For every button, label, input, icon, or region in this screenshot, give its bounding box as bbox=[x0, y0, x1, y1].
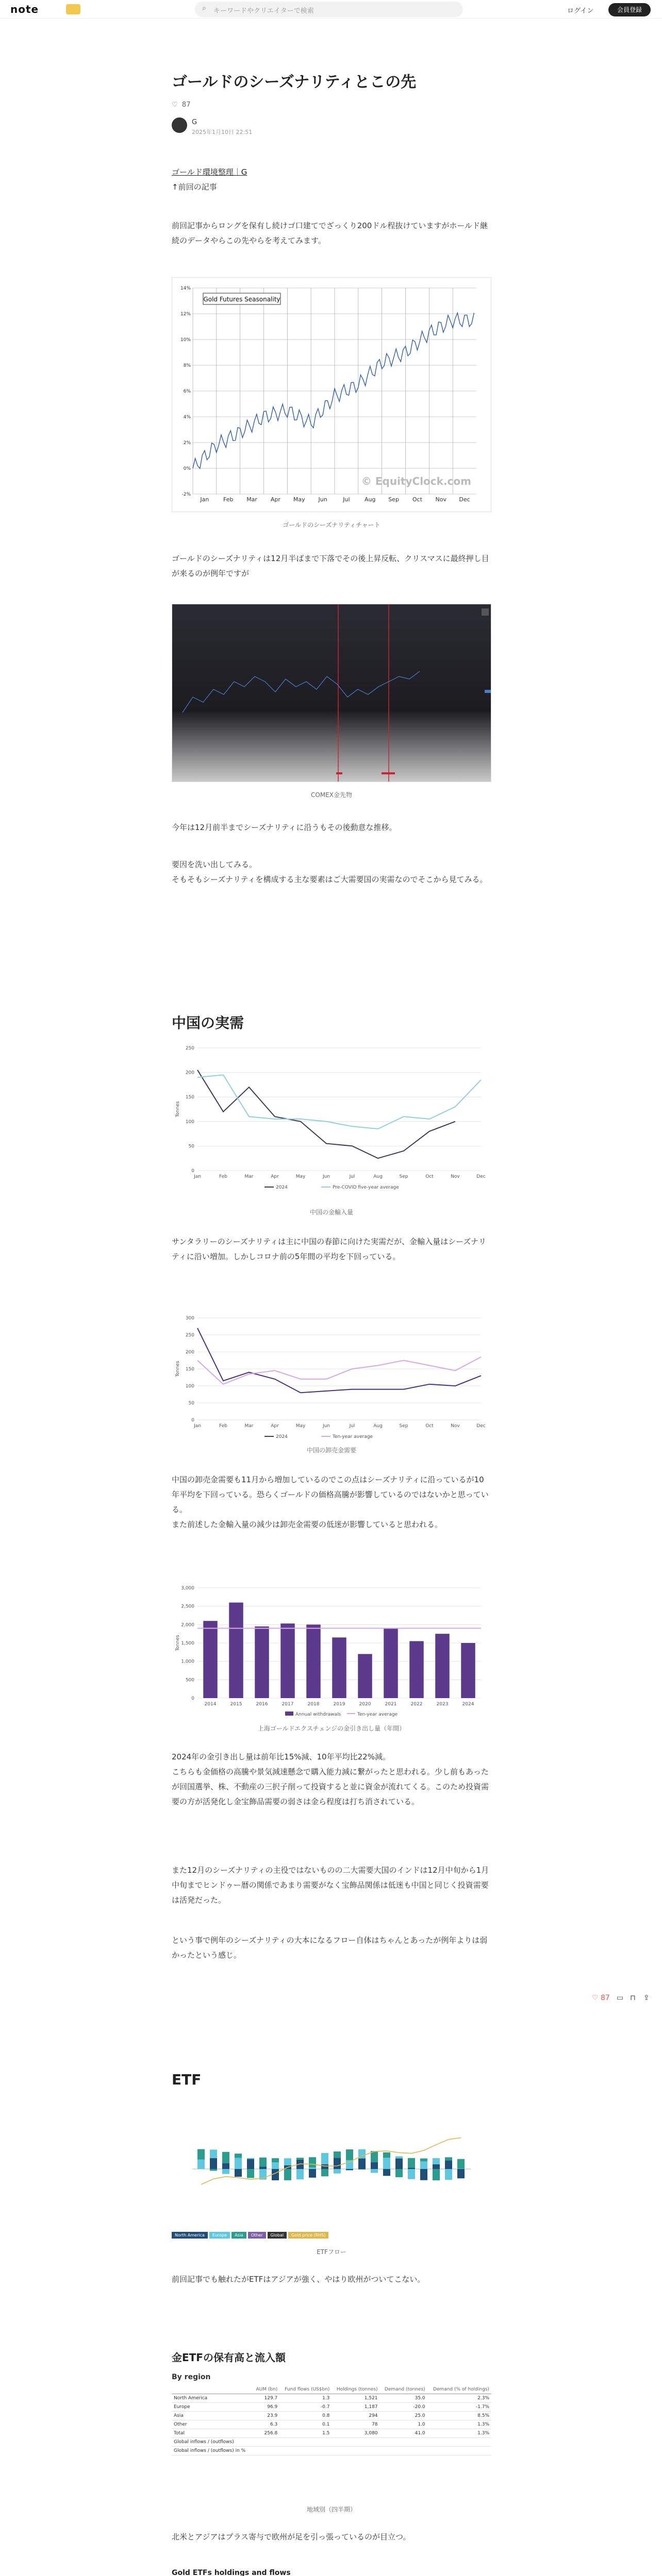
y-tick-label: 1,000 bbox=[181, 1659, 194, 1665]
etf-bar bbox=[259, 2166, 267, 2169]
x-tick-label: Apr bbox=[271, 1423, 279, 1429]
y-tick-label: 10% bbox=[180, 337, 191, 343]
x-tick-label: 2022 bbox=[410, 1702, 423, 1707]
china-wholesale-chart[interactable] bbox=[172, 1312, 491, 1446]
table-cell: 1,521 bbox=[332, 2394, 379, 2403]
table-cell: 3,080 bbox=[332, 2429, 379, 2438]
table-cell: 78 bbox=[332, 2420, 379, 2429]
x-tick-label: 2014 bbox=[204, 1702, 217, 1707]
note-logo[interactable]: note bbox=[10, 3, 39, 15]
x-tick-label: Feb bbox=[223, 496, 234, 503]
table-cell: 1.3 bbox=[279, 2394, 332, 2403]
table-row bbox=[172, 2420, 491, 2429]
y-tick-label: 2% bbox=[183, 440, 191, 446]
bar bbox=[409, 1641, 424, 1698]
prev-article-label: ↑前回の記事 bbox=[172, 182, 217, 192]
y-axis-label: Tonnes bbox=[175, 1101, 180, 1117]
table-cell: -20.0 bbox=[380, 2403, 427, 2412]
like-count: 87 bbox=[181, 101, 191, 109]
heart-icon[interactable]: ♡ bbox=[172, 101, 178, 109]
y-tick-label: 12% bbox=[180, 312, 191, 317]
x-tick-label: 2023 bbox=[436, 1702, 449, 1707]
table-row bbox=[172, 2403, 491, 2412]
etf-bar bbox=[383, 2158, 390, 2169]
table-row bbox=[172, 2438, 491, 2447]
etf-bar bbox=[272, 2162, 279, 2169]
table-cell: Global inflows / (outflows) bbox=[172, 2438, 252, 2447]
y-tick-label: 2,000 bbox=[181, 1622, 194, 1628]
paragraph-wholesale-a: 中国の卸売金需要も11月から増加しているのでこの点はシーズナリティに沿っているが10年平均を下回っている。恐らくゴールドの価格高騰が影響しているのではないかと思っている。 bbox=[172, 1475, 489, 1514]
paragraph-factors-b: そもそもシーズナリティを構成する主な要素はご大需要国の実需なのでそこから見てみる。 bbox=[172, 875, 488, 884]
x-tick-label: Aug bbox=[373, 1423, 383, 1429]
x-tick-label: Oct bbox=[412, 496, 422, 503]
table-cell: 1.0 bbox=[380, 2420, 427, 2429]
y-tick-label: 0 bbox=[191, 1168, 194, 1174]
etf-bar bbox=[235, 2169, 242, 2177]
table-cell: Asia bbox=[172, 2412, 252, 2420]
seasonality-line bbox=[193, 313, 474, 468]
y-tick-label: 250 bbox=[185, 1333, 194, 1338]
table-row bbox=[172, 2412, 491, 2420]
login-link[interactable]: ログイン bbox=[567, 7, 594, 15]
bar bbox=[332, 1637, 346, 1698]
table-cell bbox=[427, 2438, 491, 2447]
etf-bar bbox=[457, 2159, 465, 2169]
paragraph-wholesale bbox=[172, 1472, 491, 1532]
table-cell: 23.9 bbox=[252, 2412, 279, 2420]
table-cell: 0.1 bbox=[279, 2420, 332, 2429]
etf-bar bbox=[309, 2157, 316, 2167]
bookmark-icon[interactable]: ⊓ bbox=[630, 1994, 636, 2002]
legend-label: Ten-year average bbox=[333, 1434, 373, 1439]
seasonality-chart[interactable] bbox=[172, 277, 491, 512]
table-cell: Other bbox=[172, 2420, 252, 2429]
bar bbox=[435, 1634, 450, 1698]
y-tick-label: 300 bbox=[185, 1316, 194, 1321]
x-tick-label: 2021 bbox=[385, 1702, 397, 1707]
x-tick-label: Jul bbox=[349, 1423, 355, 1429]
table-cell: 41.0 bbox=[380, 2429, 427, 2438]
paragraph-factors-a: 要因を洗い出してみる。 bbox=[172, 860, 257, 869]
chart-toggle-icon bbox=[482, 608, 489, 616]
x-tick-label: Sep bbox=[399, 1174, 408, 1179]
x-tick-label: Jul bbox=[343, 496, 350, 503]
y-tick-label: 50 bbox=[188, 1401, 194, 1406]
etf-bar bbox=[408, 2168, 415, 2169]
y-tick-label: 1,500 bbox=[181, 1641, 194, 1646]
caption-comex: COMEX金先物 bbox=[311, 791, 352, 799]
etf-bar bbox=[259, 2158, 267, 2167]
search-placeholder: キーワードやクリエイターで検索 bbox=[213, 7, 314, 15]
table-cell bbox=[332, 2447, 379, 2455]
etf-bar bbox=[395, 2159, 403, 2169]
x-tick-label: Dec bbox=[459, 496, 470, 503]
x-tick-label: Jun bbox=[322, 1174, 330, 1179]
table-cell: 96.9 bbox=[252, 2403, 279, 2412]
etf-bar bbox=[445, 2169, 452, 2180]
etf-bar bbox=[210, 2158, 217, 2169]
etf-flow-chart-svg bbox=[172, 2107, 491, 2226]
etf-bar bbox=[197, 2149, 205, 2159]
x-tick-label: Mar bbox=[246, 496, 257, 503]
seasonality-chart-svg bbox=[172, 278, 491, 512]
etf-bar bbox=[457, 2168, 465, 2169]
y-tick-label: 200 bbox=[185, 1350, 194, 1355]
bar bbox=[280, 1623, 295, 1698]
etf-bar bbox=[247, 2159, 254, 2169]
etf-bar bbox=[408, 2169, 415, 2179]
paragraph-2024-a: 2024年の金引き出し量は前年比15%減、10年平均比22%減。 bbox=[172, 1752, 390, 1761]
paragraph-wholesale-b: また前述した金輸入量の減少は卸売金需要の低迷が影響していると思われる。 bbox=[172, 1520, 443, 1529]
comment-icon[interactable]: ▭ bbox=[617, 1994, 624, 2002]
x-tick-label: Nov bbox=[451, 1423, 460, 1429]
etf-bar bbox=[395, 2156, 403, 2158]
caption-seasonality: ゴールドのシーズナリティチャート bbox=[283, 521, 380, 529]
bar bbox=[306, 1624, 321, 1698]
chart-title: Gold Futures Seasonality bbox=[203, 296, 280, 303]
top-bar bbox=[0, 0, 662, 19]
quarterly-table-title: By region bbox=[172, 2373, 211, 2381]
x-tick-label: Oct bbox=[425, 1174, 434, 1179]
table-cell: 256.8 bbox=[252, 2429, 279, 2438]
y-tick-label: 50 bbox=[188, 1144, 194, 1149]
table-cell: 1.5 bbox=[279, 2429, 332, 2438]
paragraph-seasonality: ゴールドのシーズナリティは12月半ばまで下落でその後上昇反転、クリスマスに最終押し目が来るのが例年ですが bbox=[172, 554, 489, 578]
legend-label: Pre-COVID five-year average bbox=[333, 1185, 399, 1190]
caption-sge: 上海ゴールドエクスチェンジの金引き出し量（年間） bbox=[257, 1725, 406, 1732]
etf-bar bbox=[247, 2169, 254, 2178]
etf-bar bbox=[445, 2157, 452, 2160]
legend-label: Ten-year average bbox=[357, 1712, 398, 1717]
table-cell bbox=[252, 2447, 279, 2455]
caption-quarterly: 地域別（四半期） bbox=[306, 2506, 356, 2513]
etf-legend-item[interactable]: Asia bbox=[231, 2232, 246, 2239]
table-cell: Total bbox=[172, 2429, 252, 2438]
series-line-0 bbox=[197, 1328, 481, 1393]
etf-bar bbox=[334, 2151, 341, 2158]
x-tick-label: May bbox=[293, 496, 305, 503]
heading-holdings: 金ETFの保有高と流入額 bbox=[172, 2351, 286, 2364]
caption-china-imports: 中国の金輸入量 bbox=[309, 1209, 353, 1216]
etf-legend-item[interactable]: Global bbox=[268, 2232, 287, 2239]
etf-bar bbox=[284, 2169, 291, 2180]
china-imports-chart[interactable] bbox=[172, 1042, 491, 1196]
legend-label: 2024 bbox=[276, 1185, 288, 1190]
x-tick-label: Jul bbox=[349, 1174, 355, 1179]
x-tick-label: May bbox=[295, 1174, 306, 1179]
share-icon[interactable]: ⇪ bbox=[643, 1994, 650, 2002]
x-tick-label: Jan bbox=[200, 496, 209, 503]
etf-legend-item[interactable]: North America bbox=[172, 2232, 208, 2239]
x-tick-label: Sep bbox=[399, 1423, 408, 1429]
etf-bar bbox=[235, 2158, 242, 2169]
y-tick-label: -2% bbox=[181, 492, 191, 497]
table-header: Demand (% of holdings) bbox=[427, 2385, 491, 2394]
paragraph-2024 bbox=[172, 1750, 491, 1809]
etf-bar bbox=[433, 2164, 440, 2169]
table-header bbox=[172, 2385, 252, 2394]
table-row bbox=[172, 2447, 491, 2455]
x-tick-label: 2020 bbox=[359, 1702, 371, 1707]
x-tick-label: 2016 bbox=[256, 1702, 268, 1707]
table-cell: Global inflows / (outflows) in % bbox=[172, 2447, 252, 2455]
heading-etf: ETF bbox=[172, 2071, 202, 2088]
etf-bar bbox=[334, 2158, 341, 2169]
x-tick-label: Apr bbox=[270, 496, 280, 503]
paragraph-regions: 北米とアジアはプラス寄与で欧州が足を引っ張っているのが目立つ。 bbox=[172, 2532, 411, 2541]
etf-bar bbox=[321, 2169, 328, 2176]
table-cell bbox=[252, 2438, 279, 2447]
y-tick-label: 3,000 bbox=[181, 1586, 194, 1591]
table-cell bbox=[279, 2438, 332, 2447]
paragraph-china-imports: サンタラリーのシーズナリティは主に中国の春節に向けた実需だが、金輸入量はシーズナリティに沿い増加。しかしコロナ前の5年間の平均を下回っている。 bbox=[172, 1237, 487, 1261]
paragraph-this-year: 今年は12月前半までシーズナリティに沿うもその後動意な推移。 bbox=[172, 823, 397, 832]
table-cell bbox=[380, 2447, 427, 2455]
paragraph-etf: 前回記事でも触れたがETFはアジアが強く、やはり欧州がついてこない。 bbox=[172, 2275, 425, 2284]
y-tick-label: 100 bbox=[185, 1384, 194, 1389]
etf-bar bbox=[296, 2169, 304, 2179]
series-line-0 bbox=[197, 1070, 455, 1158]
table-cell: 6.3 bbox=[252, 2420, 279, 2429]
etf-bar bbox=[433, 2169, 440, 2180]
y-tick-label: 100 bbox=[185, 1119, 194, 1125]
table-cell bbox=[380, 2438, 427, 2447]
table-header: Demand (tonnes) bbox=[380, 2385, 427, 2394]
logo-badge-icon bbox=[66, 4, 80, 14]
x-tick-label: Jan bbox=[194, 1174, 201, 1179]
x-tick-label: Nov bbox=[451, 1174, 460, 1179]
sge-withdrawals-chart[interactable] bbox=[172, 1582, 491, 1724]
etf-bar bbox=[321, 2164, 328, 2169]
table-header: AUM (bn) bbox=[252, 2385, 279, 2394]
table-cell: 0.8 bbox=[279, 2412, 332, 2420]
table-cell: North America bbox=[172, 2394, 252, 2403]
y-tick-label: 250 bbox=[185, 1046, 194, 1051]
y-tick-label: 8% bbox=[183, 363, 191, 368]
table-cell: Europe bbox=[172, 2403, 252, 2412]
etf-bar bbox=[358, 2169, 366, 2170]
bar bbox=[358, 1654, 372, 1698]
etf-bar bbox=[321, 2153, 328, 2164]
y-tick-label: 4% bbox=[183, 415, 191, 420]
table-cell: 8.5% bbox=[427, 2412, 491, 2420]
table-cell: 294 bbox=[332, 2412, 379, 2420]
paragraph-india: また12月のシーズナリティの主役ではないものの二大需要大国のインドは12月中旬から1月中旬までヒンドゥー暦の関係であまり需要がなく宝飾品関係は低迷も中国と同じく投資需要は活発だった。 bbox=[172, 1866, 489, 1905]
y-tick-label: 200 bbox=[185, 1070, 194, 1076]
paragraph-2024-b: こちらも金価格の高騰や景気減速懸念で購入能力減に繋がったと思われる。少し前もあったが回国選挙、株、不動産の三択子削って投資すると並に資金が流れてくる。このため投資需要の方が活発化し金宝飾品需要の弱さは金ら程度は打ち消されている。 bbox=[172, 1767, 489, 1806]
y-tick-label: 0 bbox=[191, 1696, 194, 1701]
etf-bar bbox=[210, 2169, 217, 2171]
bar bbox=[229, 1603, 243, 1698]
y-tick-label: 0 bbox=[191, 1418, 194, 1423]
x-tick-label: Apr bbox=[271, 1174, 279, 1179]
etf-bar bbox=[210, 2149, 217, 2158]
x-tick-label: Feb bbox=[219, 1423, 227, 1429]
table-cell: 2.3% bbox=[427, 2394, 491, 2403]
x-tick-label: Oct bbox=[425, 1423, 434, 1429]
paragraph-summary: という事で例年のシーズナリティの大本になるフロー自体はちゃんとあったが例年よりは弱かったという感じ。 bbox=[172, 1936, 488, 1960]
etf-bar bbox=[358, 2159, 366, 2169]
table-cell: 1.3% bbox=[427, 2420, 491, 2429]
table-cell bbox=[332, 2438, 379, 2447]
caption-etf: ETFフロー bbox=[317, 2248, 346, 2256]
table-row bbox=[172, 2394, 491, 2403]
intro-paragraph: 前回記事からロングを保有し続けゴ口建てでざっくり200ドル程抜けていますがホールド継続のデータやらこの先やらを考えてみます。 bbox=[172, 221, 488, 245]
etf-bar bbox=[346, 2169, 353, 2170]
caption-china-wholesale: 中国の卸売金需要 bbox=[306, 1447, 356, 1454]
x-tick-label: Aug bbox=[365, 496, 376, 503]
etf-bar bbox=[235, 2154, 242, 2158]
publish-date: 2025年1月10日 22:51 bbox=[192, 129, 253, 135]
y-tick-label: 150 bbox=[185, 1367, 194, 1372]
china-wholesale-chart-svg bbox=[172, 1312, 491, 1446]
etf-bar bbox=[272, 2158, 279, 2162]
sge-withdrawals-chart-svg bbox=[172, 1582, 491, 1724]
quarterly-table bbox=[172, 2385, 491, 2455]
y-tick-label: 2,500 bbox=[181, 1604, 194, 1609]
table-cell: -0.7 bbox=[279, 2403, 332, 2412]
etf-bar bbox=[457, 2169, 465, 2178]
x-tick-label: Sep bbox=[388, 496, 399, 503]
table-row bbox=[172, 2429, 491, 2438]
etf-bar bbox=[445, 2160, 452, 2169]
series-line-1 bbox=[197, 1357, 481, 1384]
etf-bar bbox=[222, 2169, 229, 2174]
etf-bar bbox=[247, 2158, 254, 2159]
bar bbox=[461, 1643, 475, 1698]
prev-article-link-block bbox=[172, 165, 491, 195]
etf-bar bbox=[371, 2169, 378, 2173]
etf-bar bbox=[309, 2167, 316, 2169]
table-cell: 1,187 bbox=[332, 2403, 379, 2412]
etf-legend-item[interactable]: Other bbox=[248, 2232, 266, 2239]
floating-like-count: 87 bbox=[601, 1994, 610, 2002]
signup-button[interactable]: 会員登録 bbox=[608, 3, 651, 16]
table-header: Holdings (tonnes) bbox=[332, 2385, 379, 2394]
search-icon: ⌕ bbox=[202, 4, 206, 12]
x-tick-label: Jun bbox=[322, 1423, 330, 1429]
heading-china: 中国の実需 bbox=[172, 1014, 244, 1031]
y-tick-label: 14% bbox=[180, 286, 191, 291]
x-tick-label: 2015 bbox=[230, 1702, 242, 1707]
x-tick-label: Mar bbox=[244, 1174, 254, 1179]
bar bbox=[255, 1626, 269, 1698]
table-cell: 35.0 bbox=[380, 2394, 427, 2403]
etf-bar bbox=[197, 2159, 205, 2169]
x-tick-label: Mar bbox=[244, 1423, 254, 1429]
watermark: © EquityClock.com bbox=[361, 475, 471, 487]
etf-bar bbox=[408, 2158, 415, 2168]
etf-bar bbox=[383, 2169, 390, 2176]
legend-swatch bbox=[285, 1711, 293, 1716]
etf-bar bbox=[371, 2162, 378, 2169]
etf-bar bbox=[284, 2158, 291, 2165]
prev-article-link[interactable]: ゴールド環境整理｜G bbox=[172, 167, 247, 177]
etf-legend-item[interactable]: Gold price (RHS) bbox=[288, 2232, 328, 2239]
etf-legend-item[interactable]: Europe bbox=[209, 2232, 230, 2239]
x-tick-label: Dec bbox=[476, 1174, 486, 1179]
comex-chart-svg bbox=[172, 604, 491, 782]
etf-bar bbox=[433, 2158, 440, 2164]
etf-legend bbox=[172, 2229, 330, 2239]
x-tick-label: 2024 bbox=[462, 1702, 474, 1707]
etf-bar bbox=[383, 2153, 390, 2158]
floating-like-button[interactable]: ♡ 87 bbox=[592, 1994, 610, 2002]
china-imports-chart-svg bbox=[172, 1042, 491, 1196]
legend-label: Annual withdrawals bbox=[295, 1712, 341, 1717]
x-tick-label: 2018 bbox=[307, 1702, 320, 1707]
table-header: Fund flows (US$bn) bbox=[279, 2385, 332, 2394]
search-input[interactable] bbox=[195, 2, 463, 17]
etf-flow-chart[interactable] bbox=[172, 2107, 491, 2242]
table-cell: 25.0 bbox=[380, 2412, 427, 2420]
x-tick-label: Feb bbox=[219, 1174, 227, 1179]
x-tick-label: May bbox=[295, 1423, 306, 1429]
x-tick-label: Dec bbox=[476, 1423, 486, 1429]
y-tick-label: 500 bbox=[185, 1677, 194, 1683]
table-cell bbox=[427, 2447, 491, 2455]
etf-bar bbox=[334, 2169, 341, 2174]
y-tick-label: 150 bbox=[185, 1095, 194, 1100]
avatar[interactable] bbox=[172, 117, 187, 133]
etf-bar bbox=[420, 2169, 427, 2180]
table-cell: -1.7% bbox=[427, 2403, 491, 2412]
x-tick-label: 2019 bbox=[333, 1702, 345, 1707]
x-tick-label: Aug bbox=[373, 1174, 383, 1179]
etf-bar bbox=[296, 2158, 304, 2160]
y-tick-label: 0% bbox=[183, 466, 191, 471]
table-cell bbox=[279, 2447, 332, 2455]
y-tick-label: 6% bbox=[183, 389, 191, 394]
x-tick-label: Jun bbox=[318, 496, 327, 503]
table-cell: 129.7 bbox=[252, 2394, 279, 2403]
etf-bar bbox=[395, 2169, 403, 2177]
x-tick-label: 2017 bbox=[282, 1702, 294, 1707]
author-name[interactable]: G bbox=[192, 118, 197, 126]
etf-bar bbox=[420, 2161, 427, 2169]
y-axis-label: Tonnes bbox=[175, 1635, 180, 1651]
monthly-table-title: Gold ETFs holdings and flows bbox=[172, 2569, 291, 2576]
table-cell: 1.3% bbox=[427, 2429, 491, 2438]
legend-label: 2024 bbox=[276, 1434, 288, 1439]
bar bbox=[203, 1621, 218, 1698]
etf-bar bbox=[346, 2149, 353, 2160]
etf-bar bbox=[222, 2163, 229, 2169]
etf-bar bbox=[420, 2158, 427, 2161]
paragraph-factors bbox=[172, 857, 491, 887]
comex-chart-image[interactable] bbox=[172, 604, 491, 782]
etf-bar bbox=[222, 2152, 229, 2163]
y-axis-label: Tonnes bbox=[175, 1361, 180, 1377]
x-tick-label: Jan bbox=[194, 1423, 201, 1429]
series-line-1 bbox=[197, 1075, 481, 1129]
x-tick-label: Nov bbox=[435, 496, 446, 503]
article-title: ゴールドのシーズナリティとこの先 bbox=[172, 73, 417, 91]
bar bbox=[384, 1628, 398, 1698]
like-row[interactable] bbox=[172, 101, 190, 109]
etf-bar bbox=[309, 2169, 316, 2178]
